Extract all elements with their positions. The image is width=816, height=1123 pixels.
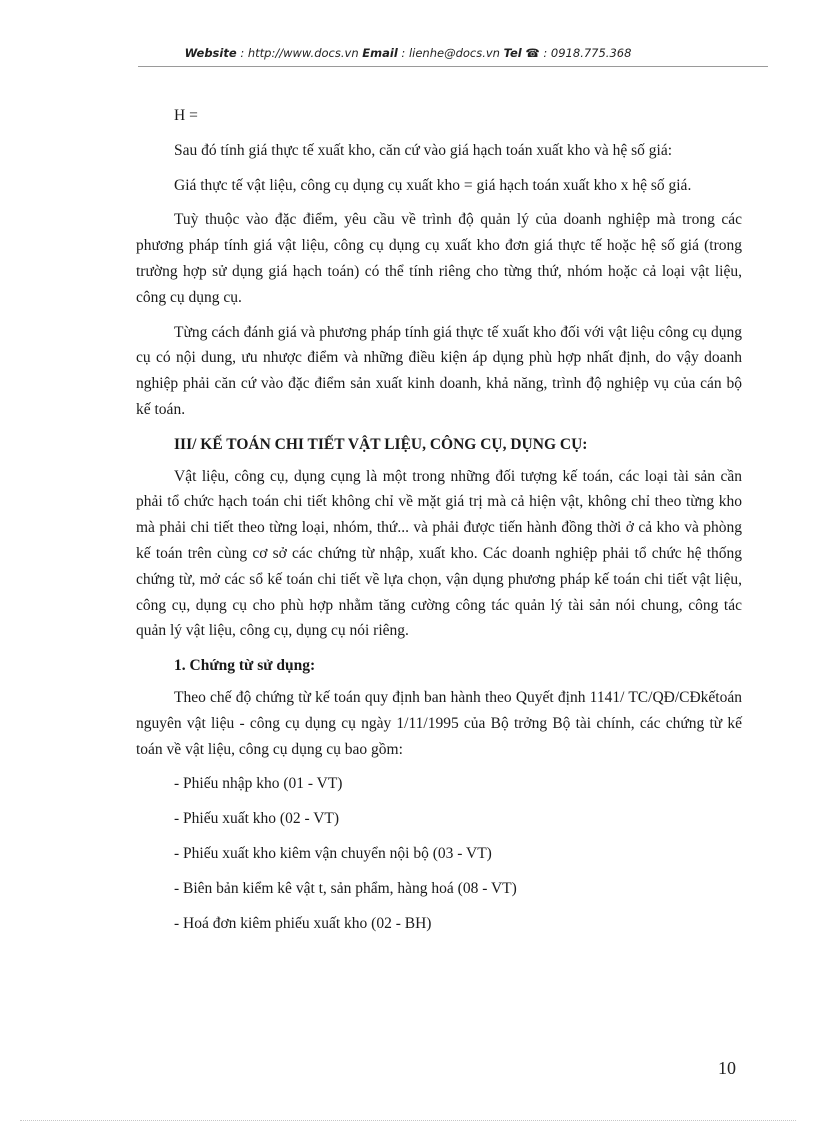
email-link[interactable]: lienhe@docs.vn: [408, 46, 500, 60]
list-item: - Phiếu xuất kho kiêm vận chuyển nội bộ (03 - VT): [174, 844, 492, 862]
page-number: 10: [718, 1058, 736, 1078]
phone-icon: ☎: [525, 46, 540, 60]
formula-line: H =: [174, 107, 198, 124]
paragraph: Sau đó tính giá thực tế xuất kho, căn cứ vào giá hạch toán xuất kho và hệ số giá:: [174, 141, 673, 159]
paragraph: Theo chế độ chứng từ kế toán quy định ban hành theo Quyết định 1141/ TC/QĐ/CĐkếtoán nguyên vật liệu - công cụ dụng cụ ngày 1/11/1995 của Bộ trởng Bộ tài chính, các chứng từ kế toán về vật liệu, công cụ dụng cụ bao gồm:: [136, 688, 742, 758]
list-item: - Biên bản kiểm kê vật t, sản phẩm, hàng hoá (08 - VT): [174, 879, 517, 897]
website-link[interactable]: http://www.docs.vn: [247, 46, 359, 60]
list-item: - Phiếu nhập kho (01 - VT): [174, 775, 343, 793]
email-label: Email: [362, 46, 398, 60]
paragraph: Tuỳ thuộc vào đặc điểm, yêu cầu về trình độ quản lý của doanh nghiệp mà trong các phương pháp tính giá vật liệu, công cụ dụng cụ xuất kho đơn giá thực tế hoặc hệ số giá (trong trường hợp sử dụng giá hạch toán) có thể tính riêng cho từng thứ, nhóm hoặc cả loại vật liệu, công cụ dụng cụ.: [136, 211, 742, 306]
paragraph: Vật liệu, công cụ, dụng cụng là một trong những đối tượng kế toán, các loại tài sản cần phải tổ chức hạch toán chi tiết không chỉ về mặt giá trị mà cả hiện vật, không chỉ theo từng kho mà phải chi tiết theo từng loại, nhóm, thứ... và phải được tiến hành đồng thời ở cả kho và phòng kế toán trên cùng cơ sở các chứng từ nhập, xuất kho. Các doanh nghiệp phải tổ chức hệ thống chứng từ, mở các sổ kế toán chi tiết về lựa chọn, vận dụng phương pháp kế toán chi tiết vật liệu, công cụ, dụng cụ cho phù hợp nhằm tăng cường công tác quản lý tài sản nói chung, công tác quản lý vật liệu, công cụ, dụng cụ nói riêng.: [136, 467, 742, 640]
paragraph: Từng cách đánh giá và phương pháp tính giá thực tế xuất kho đối với vật liệu công cụ dụng cụ có nội dung, ưu nhược điểm và những điều kiện áp dụng phù hợp nhất định, do vậy doanh nghiệp phải căn cứ vào đặc điểm sản xuất kinh doanh, khả năng, trình độ nghiệp vụ của cán bộ kế toán.: [136, 323, 742, 418]
list-item: - Hoá đơn kiêm phiếu xuất kho (02 - BH): [174, 914, 432, 932]
website-label: Website: [184, 46, 237, 60]
list-item: - Phiếu xuất kho (02 - VT): [174, 810, 340, 828]
header-divider: [138, 66, 768, 67]
tel-label: Tel: [503, 46, 522, 60]
tel-value: 0918.775.368: [550, 46, 632, 60]
page-header: Website : http://www.docs.vn Email : lienhe@docs.vn Tel ☎ : 0918.775.368: [184, 46, 632, 60]
subsection-heading: 1. Chứng từ sử dụng:: [174, 657, 316, 675]
section-heading: III/ KẾ TOÁN CHI TIẾT VẬT LIỆU, CÔNG CỤ, DỤNG CỤ:: [174, 435, 588, 453]
document-body: [136, 103, 742, 945]
paragraph: Giá thực tế vật liệu, công cụ dụng cụ xuất kho = giá hạch toán xuất kho x hệ số giá.: [174, 176, 692, 194]
footer-divider: [20, 1120, 796, 1121]
